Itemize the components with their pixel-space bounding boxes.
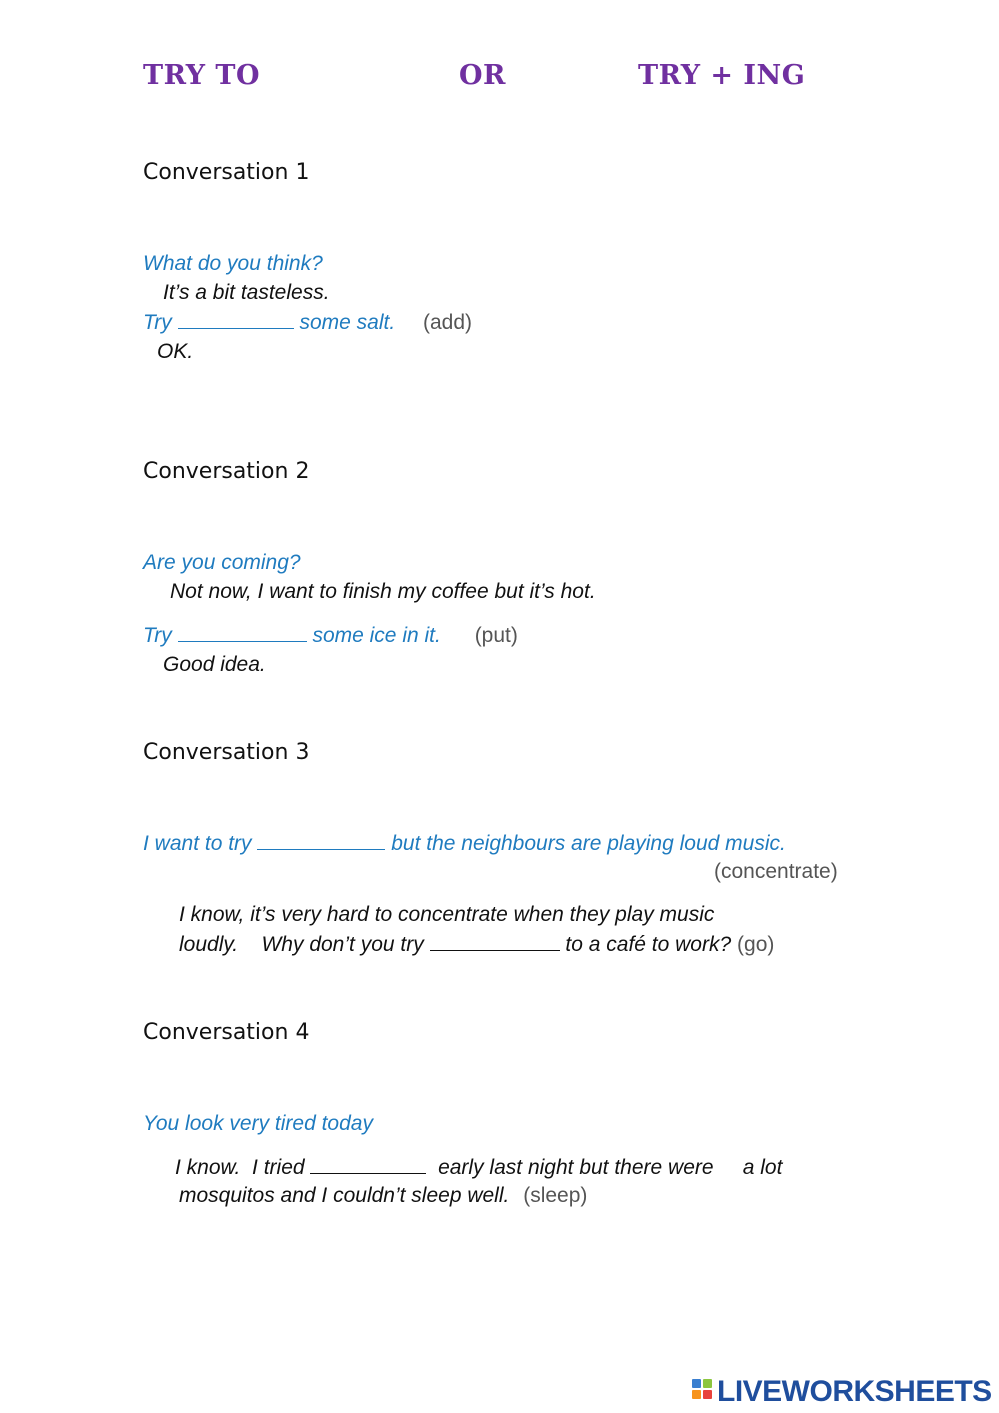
conv2-prompt-after: some ice in it. [312, 624, 441, 647]
conv4-answer-blank[interactable] [310, 1155, 426, 1174]
title-or: OR [459, 60, 506, 91]
conv3-answer-hint: (go) [737, 933, 775, 956]
conv2-hint: (put) [474, 624, 518, 647]
conv2-answer: Not now, I want to finish my coffee but it’s hot. [170, 580, 596, 603]
conv3-question-after: but the neighbours are playing loud music. [391, 832, 786, 855]
conversation-4-heading: Conversation 4 [143, 1020, 310, 1045]
conv4-answer-hint: (sleep) [523, 1184, 588, 1207]
conv2-question: Are you coming? [143, 551, 301, 574]
conv1-prompt-before: Try [143, 311, 172, 334]
conversation-3-heading: Conversation 3 [143, 740, 310, 765]
conv3-question-line [143, 831, 786, 856]
conv4-answer-line1 [175, 1155, 782, 1180]
conv1-question: What do you think? [143, 252, 323, 275]
liveworksheets-logo-icon [692, 1379, 714, 1405]
liveworksheets-logo[interactable] [692, 1375, 992, 1409]
conv1-hint: (add) [423, 311, 473, 334]
conv2-reply: Good idea. [163, 653, 266, 676]
title-try-to: TRY TO [143, 60, 260, 91]
conv2-prompt-line [143, 623, 518, 648]
conv4-answer-after: early last night but there were a lot [438, 1156, 783, 1179]
conv4-answer-line2 [179, 1184, 587, 1208]
conv1-answer-blank[interactable] [178, 310, 294, 329]
conv3-question-blank[interactable] [257, 831, 385, 850]
title-try-ing: TRY + ING [638, 60, 806, 91]
conv4-question: You look very tired today [143, 1112, 373, 1135]
conv3-question-before: I want to try [143, 832, 252, 855]
conv1-answer: It’s a bit tasteless. [163, 281, 330, 304]
conv3-answer-line2 [179, 932, 774, 957]
conv1-prompt-after: some salt. [299, 311, 396, 334]
conv3-answer-after: to a café to work? [565, 933, 732, 956]
conv3-answer-line1: I know, it’s very hard to concentrate when they play music [179, 903, 715, 926]
conversation-2-heading: Conversation 2 [143, 459, 310, 484]
conv3-answer-blank[interactable] [430, 932, 560, 951]
conv3-question-hint: (concentrate) [714, 860, 838, 883]
conv2-answer-blank[interactable] [178, 623, 307, 642]
conv4-answer-before: I know. I tried [175, 1156, 305, 1179]
conv3-answer-before: loudly. Why don’t you try [179, 933, 424, 956]
liveworksheets-logo-text: LIVEWORKSHEETS [717, 1375, 992, 1408]
conv1-reply: OK. [157, 340, 194, 363]
conv1-prompt-line [143, 310, 472, 335]
conversation-1-heading: Conversation 1 [143, 160, 310, 185]
conv4-answer-line2-text: mosquitos and I couldn’t sleep well. [179, 1184, 510, 1207]
conv2-prompt-before: Try [143, 624, 172, 647]
